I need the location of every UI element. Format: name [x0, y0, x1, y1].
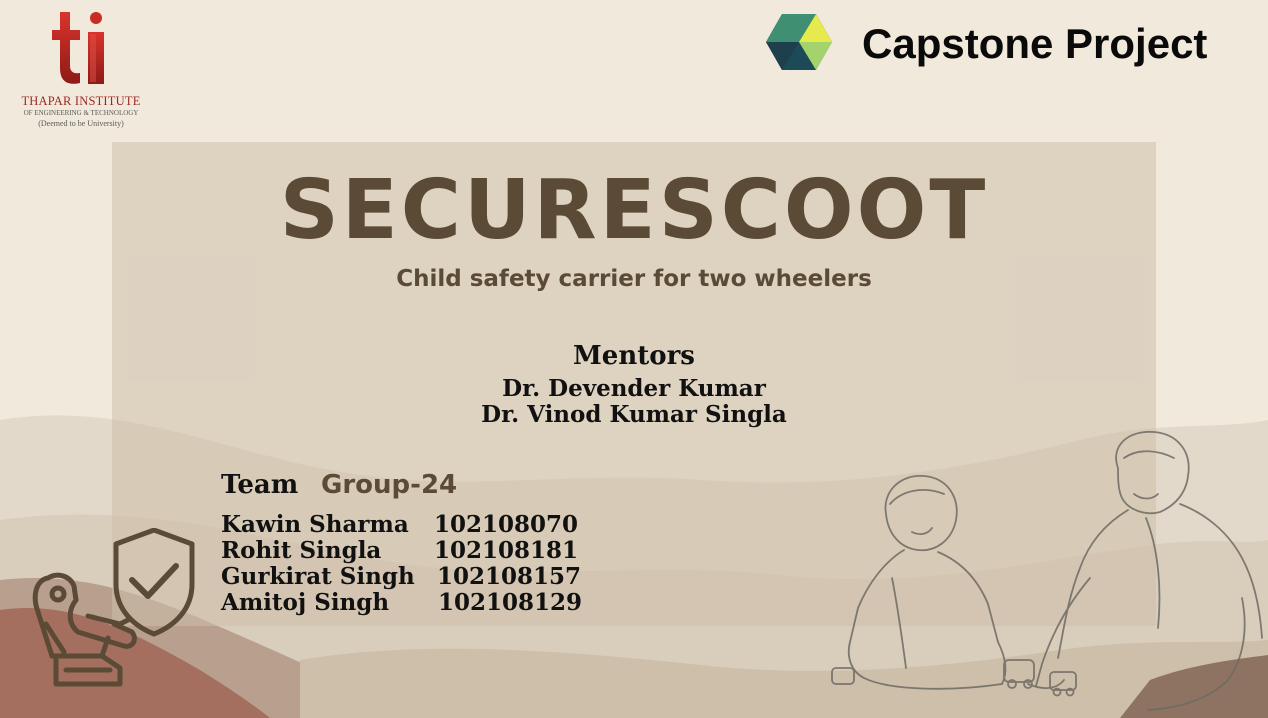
- member-name: Kawin Sharma: [221, 511, 409, 538]
- group-name: Group-24: [321, 470, 458, 500]
- member-name: Gurkirat Singh: [221, 563, 415, 590]
- institute-subtitle: OF ENGINEERING & TECHNOLOGY: [23, 109, 139, 117]
- member-id: 102108181: [434, 537, 579, 564]
- parent-child-line-art: [828, 428, 1268, 718]
- project-title: SECURESCOOT: [279, 163, 989, 258]
- member-id: 102108070: [434, 511, 579, 538]
- project-subtitle: Child safety carrier for two wheelers: [396, 266, 872, 292]
- institute-deemed: (Deemed to be University): [38, 119, 124, 128]
- ti-logo-mark-icon: [48, 10, 112, 86]
- team-member-row: [221, 511, 581, 538]
- capstone-title: Capstone Project: [862, 20, 1208, 67]
- team-heading: Team: [221, 470, 299, 500]
- institute-name: THAPAR INSTITUTE: [21, 94, 141, 108]
- mentors-heading: Mentors: [573, 341, 695, 371]
- institute-logo: [6, 10, 156, 132]
- member-name: Amitoj Singh: [221, 589, 390, 616]
- team-member-row: [221, 589, 581, 616]
- member-id: 102108129: [438, 589, 583, 616]
- hexagon-cube-icon: [766, 13, 832, 71]
- team-member-row: [221, 537, 581, 564]
- child-car-seat-shield-icon: [28, 528, 204, 694]
- member-id: 102108157: [437, 563, 582, 590]
- mentor-name: Dr. Vinod Kumar Singla: [481, 401, 787, 428]
- member-name: Rohit Singla: [221, 537, 382, 564]
- mentor-name: Dr. Devender Kumar: [502, 375, 766, 402]
- team-member-row: [221, 563, 581, 590]
